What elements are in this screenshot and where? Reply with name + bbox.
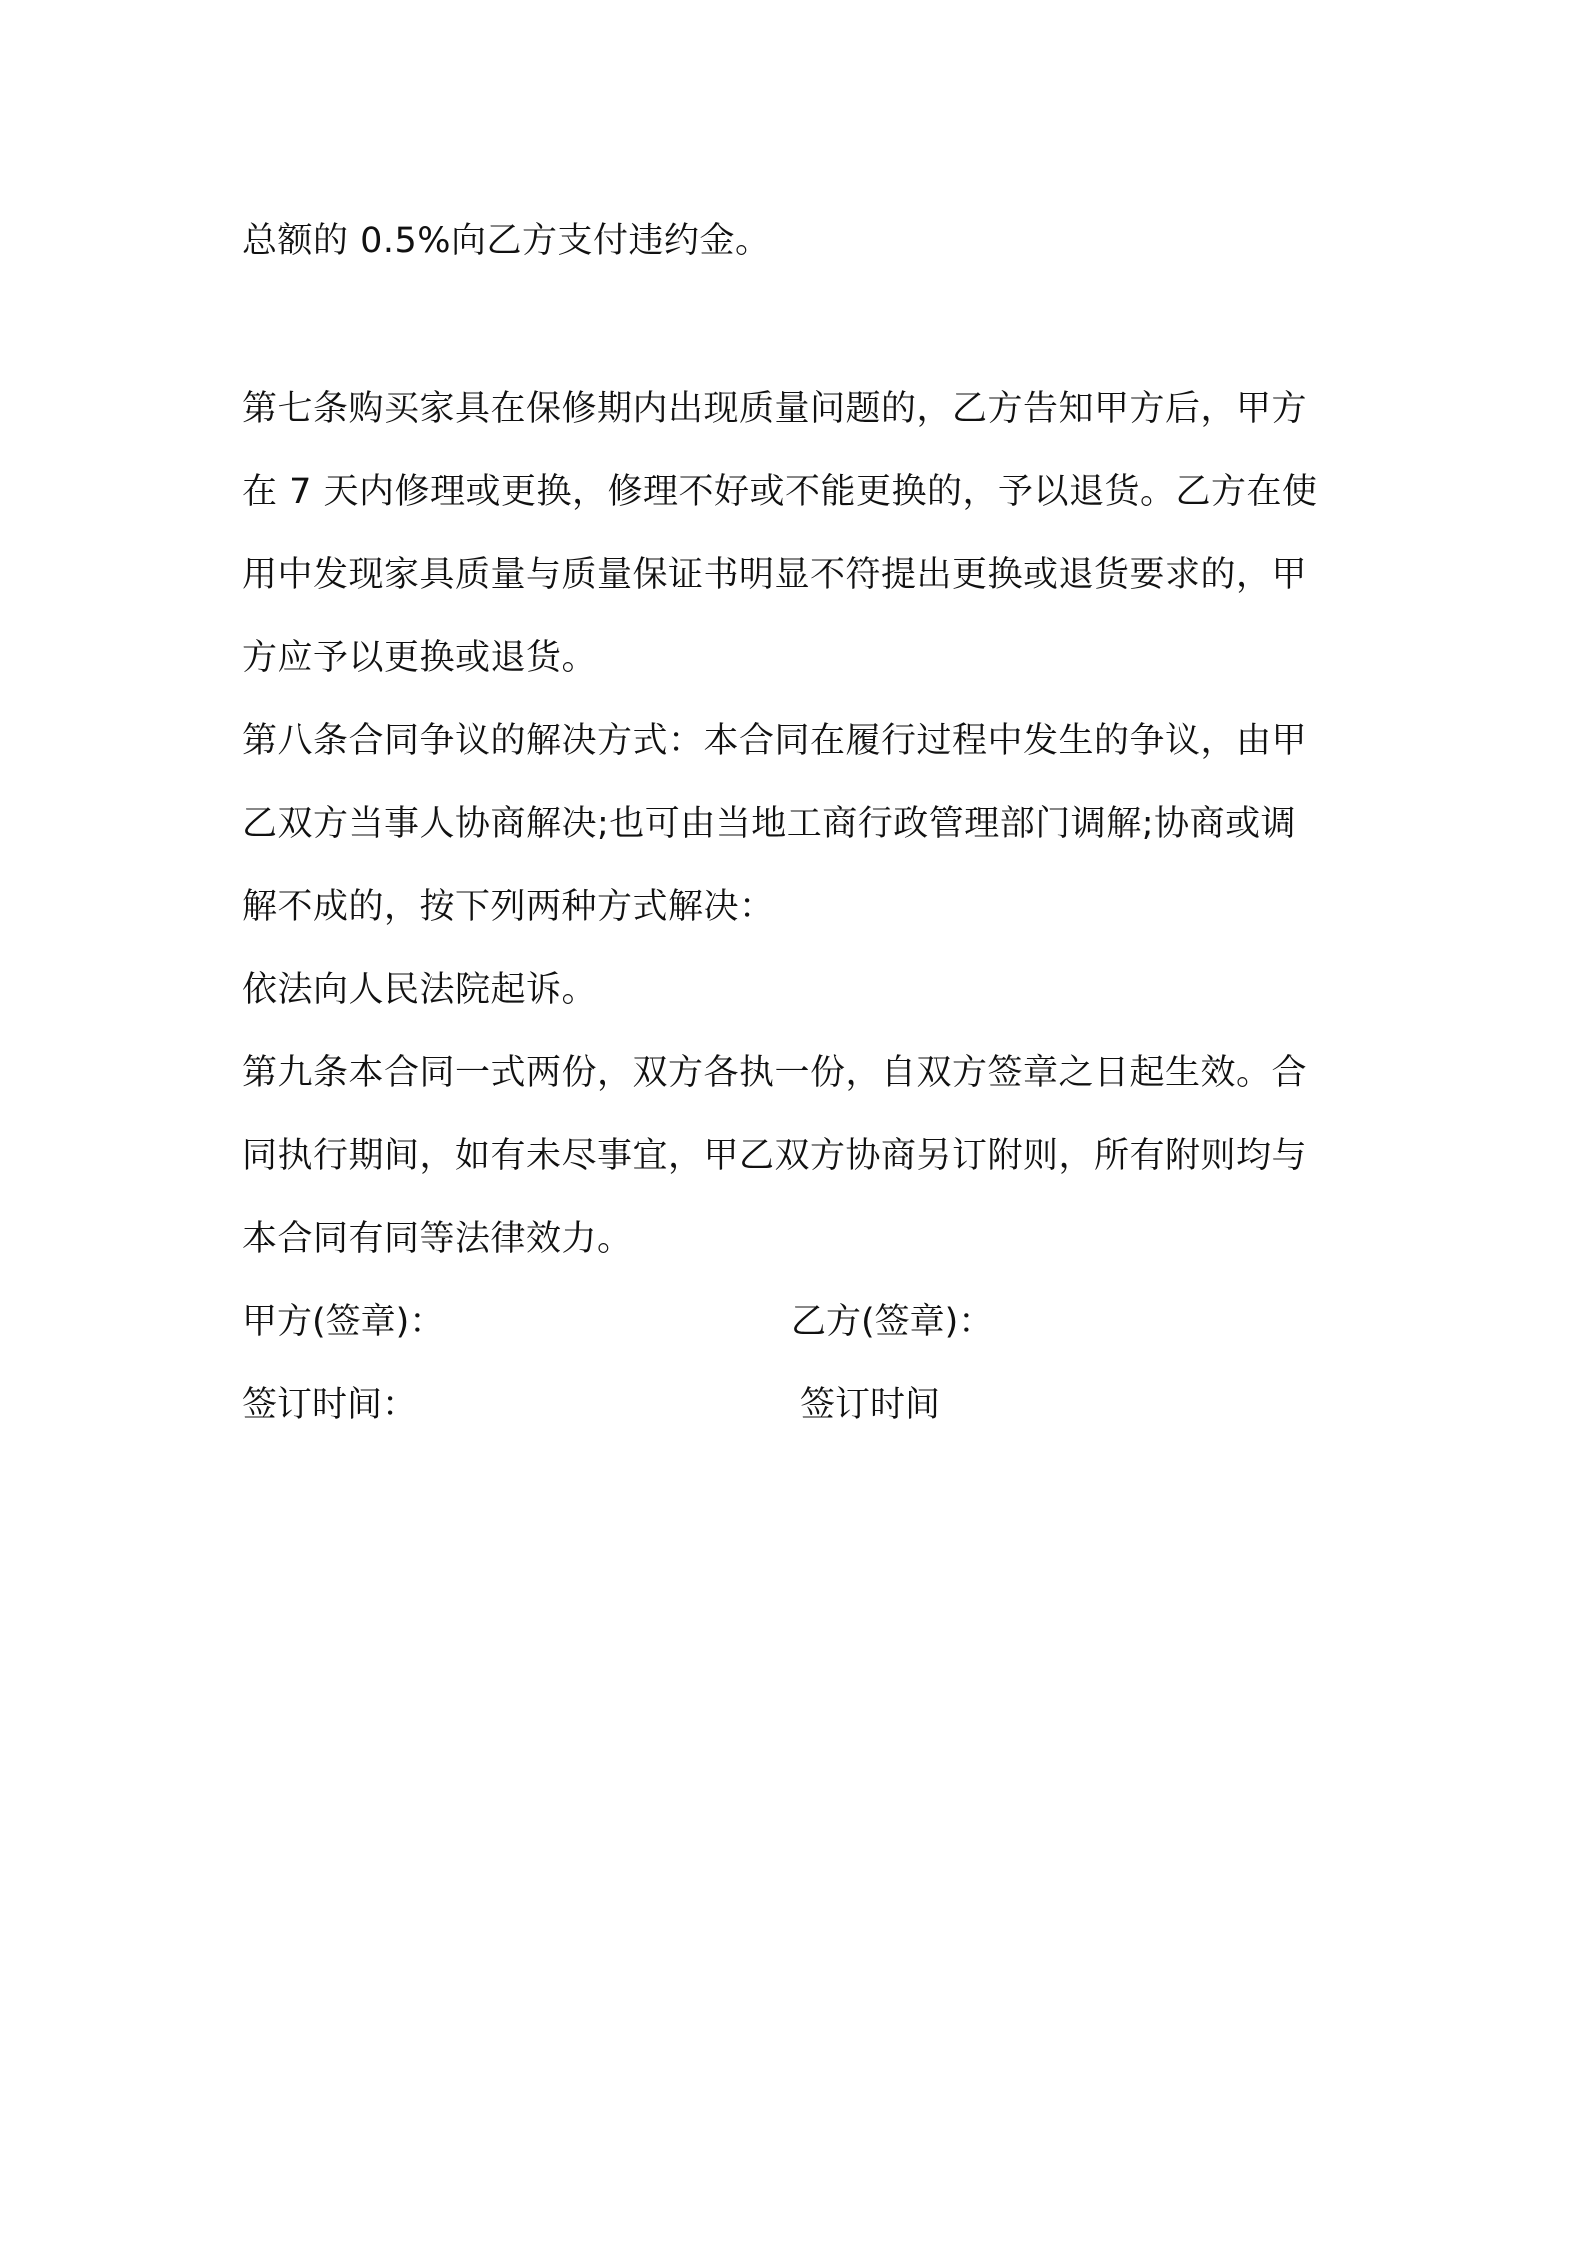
article-7 xyxy=(242,368,1352,700)
article-8 xyxy=(242,700,1352,1032)
article-7-line-1: 第七条购买家具在保修期内出现质量问题的，乙方告知甲方后，甲方 xyxy=(242,389,1308,429)
article-8-line-2: 乙双方当事人协商解决;也可由当地工商行政管理部门调解;协商或调 xyxy=(242,804,1297,844)
party-b-date-label: 签订时间 xyxy=(800,1385,941,1425)
article-9-line-1: 第九条本合同一式两份，双方各执一份，自双方签章之日起生效。合 xyxy=(242,1053,1308,1093)
article-8-line-1: 第八条合同争议的解决方式：本合同在履行过程中发生的争议，由甲 xyxy=(242,721,1308,761)
article-7-line-2: 在 7 天内修理或更换，修理不好或不能更换的，予以退货。乙方在使 xyxy=(242,472,1318,512)
party-b-signature-label: 乙方(签章)： xyxy=(791,1302,994,1342)
party-a-date-label: 签订时间： xyxy=(242,1385,418,1425)
article-9 xyxy=(242,1032,1352,1281)
article-8-line-3: 解不成的，按下列两种方式解决： xyxy=(242,887,775,927)
article-9-line-2: 同执行期间，如有未尽事宜，甲乙双方协商另订附则，所有附则均与 xyxy=(242,1136,1308,1176)
article-8-line-4: 依法向人民法院起诉。 xyxy=(242,970,598,1010)
article-7-line-3: 用中发现家具质量与质量保证书明显不符提出更换或退货要求的，甲 xyxy=(242,555,1308,595)
signature-row xyxy=(242,1281,1352,1364)
intro-line: 总额的 0.5%向乙方支付违约金。 xyxy=(242,221,771,261)
signing-date-row xyxy=(242,1364,1352,1447)
party-a-signature-label: 甲方(签章)： xyxy=(242,1302,445,1342)
article-7-line-4: 方应予以更换或退货。 xyxy=(242,638,598,678)
article-9-line-3: 本合同有同等法律效力。 xyxy=(242,1219,633,1259)
document-body xyxy=(242,200,1352,1447)
paragraph-gap xyxy=(242,283,1352,368)
